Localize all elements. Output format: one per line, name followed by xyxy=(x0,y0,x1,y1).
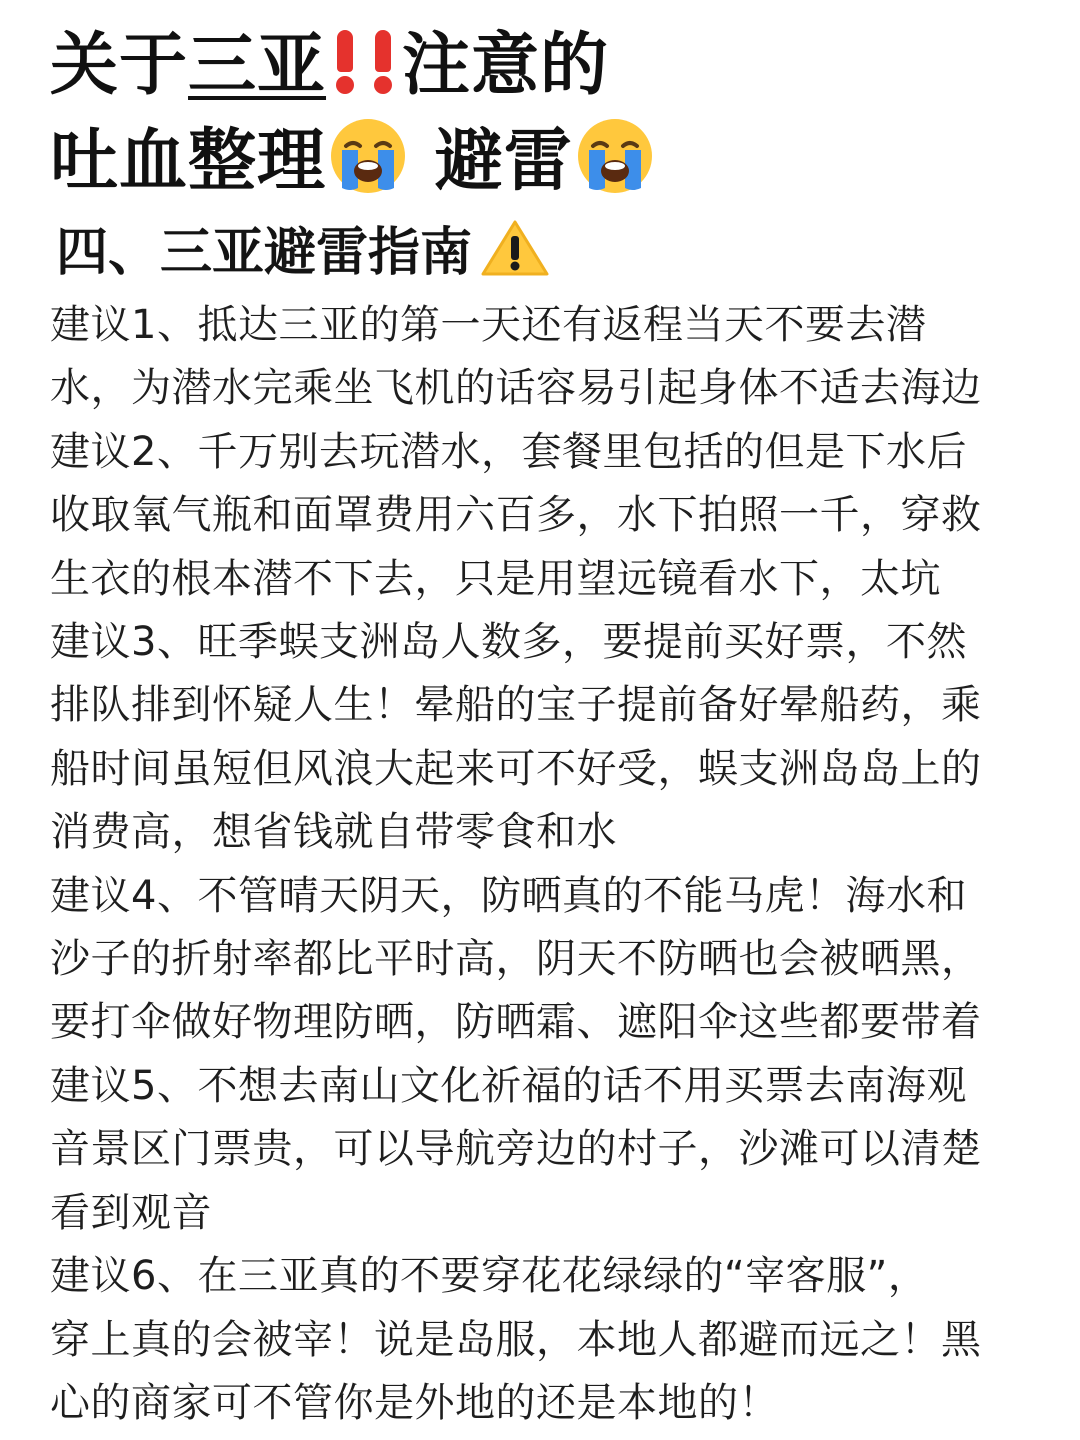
loudly-crying-face-icon xyxy=(575,116,655,196)
body-line: 排队排到怀疑人生！晕船的宝子提前备好晕船药，乘 xyxy=(50,682,982,729)
title-highlight xyxy=(188,26,402,105)
body-line: 建议2、千万别去玩潜水，套餐里包括的但是下水后 xyxy=(50,428,967,475)
body-line: 要打伞做好物理防晒，防晒霜、遮阳伞这些都要带着 xyxy=(50,999,982,1046)
title-text: 吐血整理 xyxy=(50,122,327,201)
body-line: 沙子的折射率都比平时高，阴天不防晒也会被晒黑， xyxy=(50,936,982,983)
body-line: 心的商家可不管你是外地的还是本地的！ xyxy=(50,1379,779,1426)
body-line: 看到观音 xyxy=(50,1189,212,1236)
body-line: 音景区门票贵，可以导航旁边的村子，沙滩可以清楚 xyxy=(50,1126,982,1173)
section-heading-text: 四、三亚避雷指南 xyxy=(56,223,473,283)
title-text: 避雷 xyxy=(410,122,573,201)
exclamation-icon xyxy=(328,28,362,92)
title-line-1 xyxy=(50,18,1040,114)
body-line: 水，为潜水完乘坐飞机的话容易引起身体不适去海边 xyxy=(50,365,982,412)
exclamation-icon xyxy=(366,28,400,92)
body-line: 建议5、不想去南山文化祈福的话不用买票去南海观 xyxy=(50,1062,967,1109)
title-highlight-text: 三亚 xyxy=(188,26,327,105)
title-text: 注意的 xyxy=(402,26,610,105)
body-line: 消费高，想省钱就自带零食和水 xyxy=(50,809,617,856)
title-text: 关于 xyxy=(50,26,189,105)
body-line: 船时间虽短但风浪大起来可不好受，蜈支洲岛岛上的 xyxy=(50,745,982,792)
tips-body xyxy=(50,294,1040,1435)
body-line: 建议3、旺季蜈支洲岛人数多，要提前买好票，不然 xyxy=(50,619,967,666)
body-line: 穿上真的会被宰！说是岛服，本地人都避而远之！黑 xyxy=(50,1316,982,1363)
loudly-crying-face-icon xyxy=(328,116,408,196)
body-line: 生衣的根本潜不下去，只是用望远镜看水下，太坑 xyxy=(50,555,941,602)
body-line: 建议1、抵达三亚的第一天还有返程当天不要去潜 xyxy=(50,302,927,348)
body-line: 收取氧气瓶和面罩费用六百多，水下拍照一千，穿救 xyxy=(50,492,982,539)
title-line-2 xyxy=(50,114,1040,210)
body-line: 建议4、不管晴天阴天，防晒真的不能马虎！海水和 xyxy=(50,872,967,919)
section-heading xyxy=(56,214,1040,292)
body-line: 建议6、在三亚真的不要穿花花绿绿的“宰客服”， xyxy=(50,1253,929,1300)
warning-icon xyxy=(480,218,550,278)
